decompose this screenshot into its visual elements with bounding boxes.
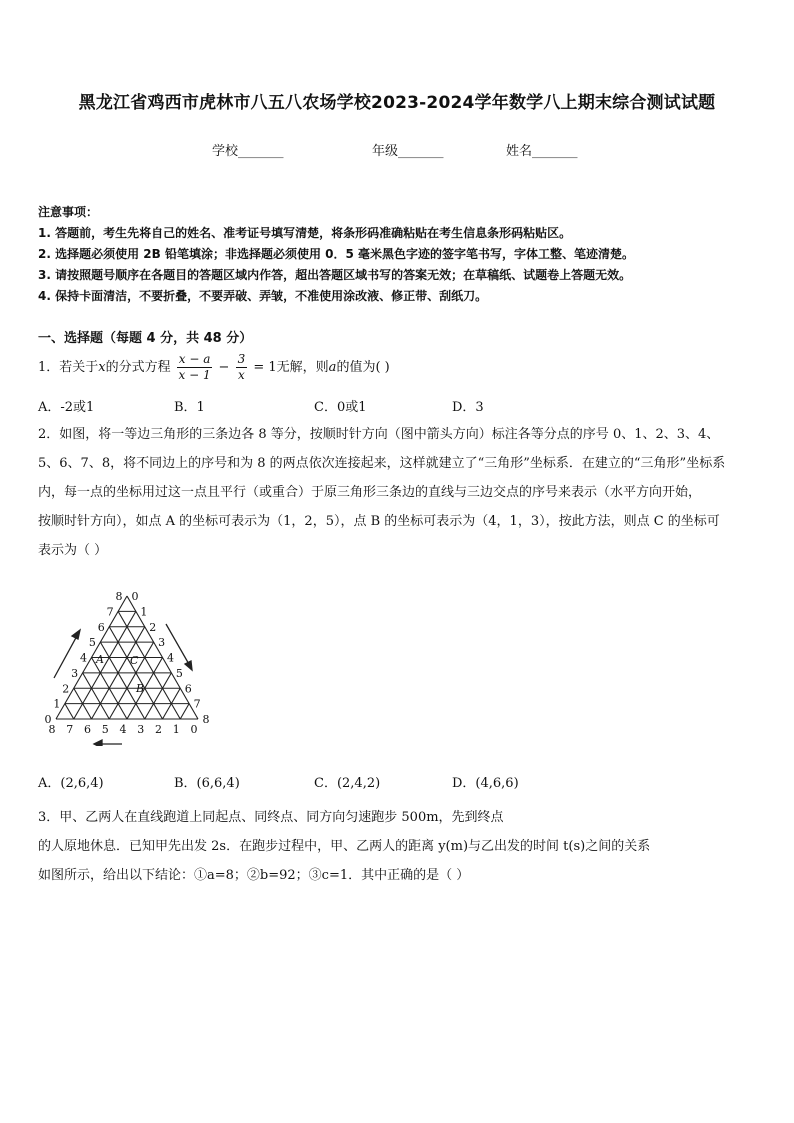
left-side-label: 6 xyxy=(97,620,105,634)
bottom-side-label: 6 xyxy=(84,723,91,736)
q2-line: 内，每一点的坐标用过这一点且平行（或重合）于原三角形三条边的直线与三边交点的序号来表示（水平方向开始， xyxy=(38,485,702,500)
point-label-c: C xyxy=(130,654,139,667)
grade-field[interactable]: 年级_______ xyxy=(372,144,444,159)
q1-option-c[interactable]: C．0或1 xyxy=(314,400,367,415)
section-heading: 一、选择题（每题 4 分，共 48 分） xyxy=(38,331,253,346)
q1-end: 的值为( ) xyxy=(336,360,390,375)
school-field[interactable]: 学校_______ xyxy=(212,144,284,159)
q3-line: 如图所示，给出以下结论：①a=8；②b=92；③c=1．其中正确的是（ ） xyxy=(38,868,470,883)
bottom-side-label: 8 xyxy=(48,723,56,736)
left-side-label: 1 xyxy=(53,697,61,711)
right-side-label: 4 xyxy=(167,651,174,665)
q2-line: 2．如图，将一等边三角形的三条边各 8 等分，按顺时针方向（图中箭头方向）标注各等分点的序号 0、1、2、3、4、 xyxy=(38,427,720,442)
q1-fraction-2: $\frac{3}{x}$ xyxy=(237,352,246,382)
right-side-label: 7 xyxy=(193,697,201,711)
q3-line: 的人原地休息．已知甲先出发 2s．在跑步过程中，甲、乙两人的距离 y(m)与乙出发的时间 t(s)之间的关系 xyxy=(38,839,651,854)
arrow-right-head xyxy=(185,661,192,670)
left-side-label: 0 xyxy=(44,713,52,726)
exam-title: 黑龙江省鸡西市虎林市八五八农场学校2023-2024学年数学八上期末综合测试试题 xyxy=(78,93,716,113)
left-side-label: 4 xyxy=(80,651,87,665)
left-side-label: 8 xyxy=(115,590,123,603)
left-side-label: 7 xyxy=(106,605,114,619)
grid-line xyxy=(74,611,136,719)
right-side-label: 0 xyxy=(131,590,139,603)
name-field[interactable]: 姓名_______ xyxy=(506,144,578,159)
bottom-side-label: 4 xyxy=(119,723,127,736)
grid-line xyxy=(65,704,74,719)
q1-fraction-1: $\frac{x - a}{x - 1}$ xyxy=(178,352,211,382)
note-item: 2. 选择题必须使用 2B 铅笔填涂；非选择题必须使用 0．5 毫米黑色字迹的签字笔书写，字体工整、笔迹清楚。 xyxy=(38,247,634,261)
right-side-label: 2 xyxy=(149,620,157,634)
bottom-side-label: 5 xyxy=(101,723,109,736)
right-side-label: 5 xyxy=(175,666,183,680)
q2-line: 按顺时针方向），如点 A 的坐标可表示为（1，2，5），点 B 的坐标可表示为（4，1，3），按此方法，则点 C 的坐标可 xyxy=(38,514,720,529)
q1-equals: = 1 xyxy=(253,360,277,375)
q2-option-d[interactable]: D．(4,6,6) xyxy=(452,776,519,791)
grid-line xyxy=(180,704,189,719)
q1-suffix: 无解，则 xyxy=(276,360,329,375)
note-item: 4. 保持卡面清洁，不要折叠，不要弄破、弄皱，不准使用涂改液、修正带、刮纸刀。 xyxy=(38,289,488,303)
arrow-left-head xyxy=(72,630,80,639)
q2-option-a[interactable]: A．(2,6,4) xyxy=(38,776,104,791)
left-side-label: 3 xyxy=(71,666,79,680)
arrow-bottom-head xyxy=(94,740,102,746)
q1-prefix: 1．若关于 xyxy=(38,360,99,375)
bottom-side-label: 7 xyxy=(66,723,74,736)
q2-option-c[interactable]: C．(2,4,2) xyxy=(314,776,381,791)
q1-option-b[interactable]: B．1 xyxy=(174,400,205,415)
right-side-label: 8 xyxy=(202,713,210,726)
q2-option-b[interactable]: B．(6,6,4) xyxy=(174,776,240,791)
question-2 xyxy=(38,420,758,565)
right-side-label: 3 xyxy=(158,636,166,650)
q2-line: 表示为（ ） xyxy=(38,543,108,558)
notes-heading: 注意事项： xyxy=(38,205,99,219)
point-label-b: B xyxy=(136,682,145,695)
triangle-coordinate-figure xyxy=(36,586,226,746)
q1-mid: 的分式方程 xyxy=(105,360,171,375)
q1-var-x: x xyxy=(98,360,106,375)
right-side-label: 6 xyxy=(184,682,192,696)
question-3 xyxy=(38,803,650,890)
bottom-side-label: 1 xyxy=(172,723,180,736)
note-item: 3. 请按照题号顺序在各题目的答题区域内作答，超出答题区域书写的答案无效；在草稿纸、试题卷上答题无效。 xyxy=(38,268,632,282)
q1-option-d[interactable]: D．3 xyxy=(452,400,484,415)
notes-section xyxy=(38,202,634,307)
point-label-a: A xyxy=(96,653,104,666)
question-1 xyxy=(38,352,390,383)
q1-minus: − xyxy=(218,360,230,375)
q1-var-a: a xyxy=(328,360,337,375)
note-item: 1. 答题前，考生先将自己的姓名、准考证号填写清楚，将条形码准确粘贴在考生信息条形码粘贴区。 xyxy=(38,226,572,240)
q3-line: 3．甲、乙两人在直线跑道上同起点、同终点、同方向匀速跑步 500m，先到终点 xyxy=(38,810,504,825)
q2-line: 5、6、7、8，将不同边上的序号和为 8 的两点依次连接起来，这样就建立了“三角形”坐标系．在建立的“三角形”坐标系 xyxy=(38,456,726,471)
bottom-side-label: 2 xyxy=(155,723,162,736)
bottom-side-label: 0 xyxy=(190,723,198,736)
right-side-label: 1 xyxy=(140,605,148,619)
left-side-label: 5 xyxy=(88,636,96,650)
q1-option-a[interactable]: A．-2或1 xyxy=(38,400,95,415)
left-side-label: 2 xyxy=(62,682,70,696)
bottom-side-label: 3 xyxy=(137,723,145,736)
